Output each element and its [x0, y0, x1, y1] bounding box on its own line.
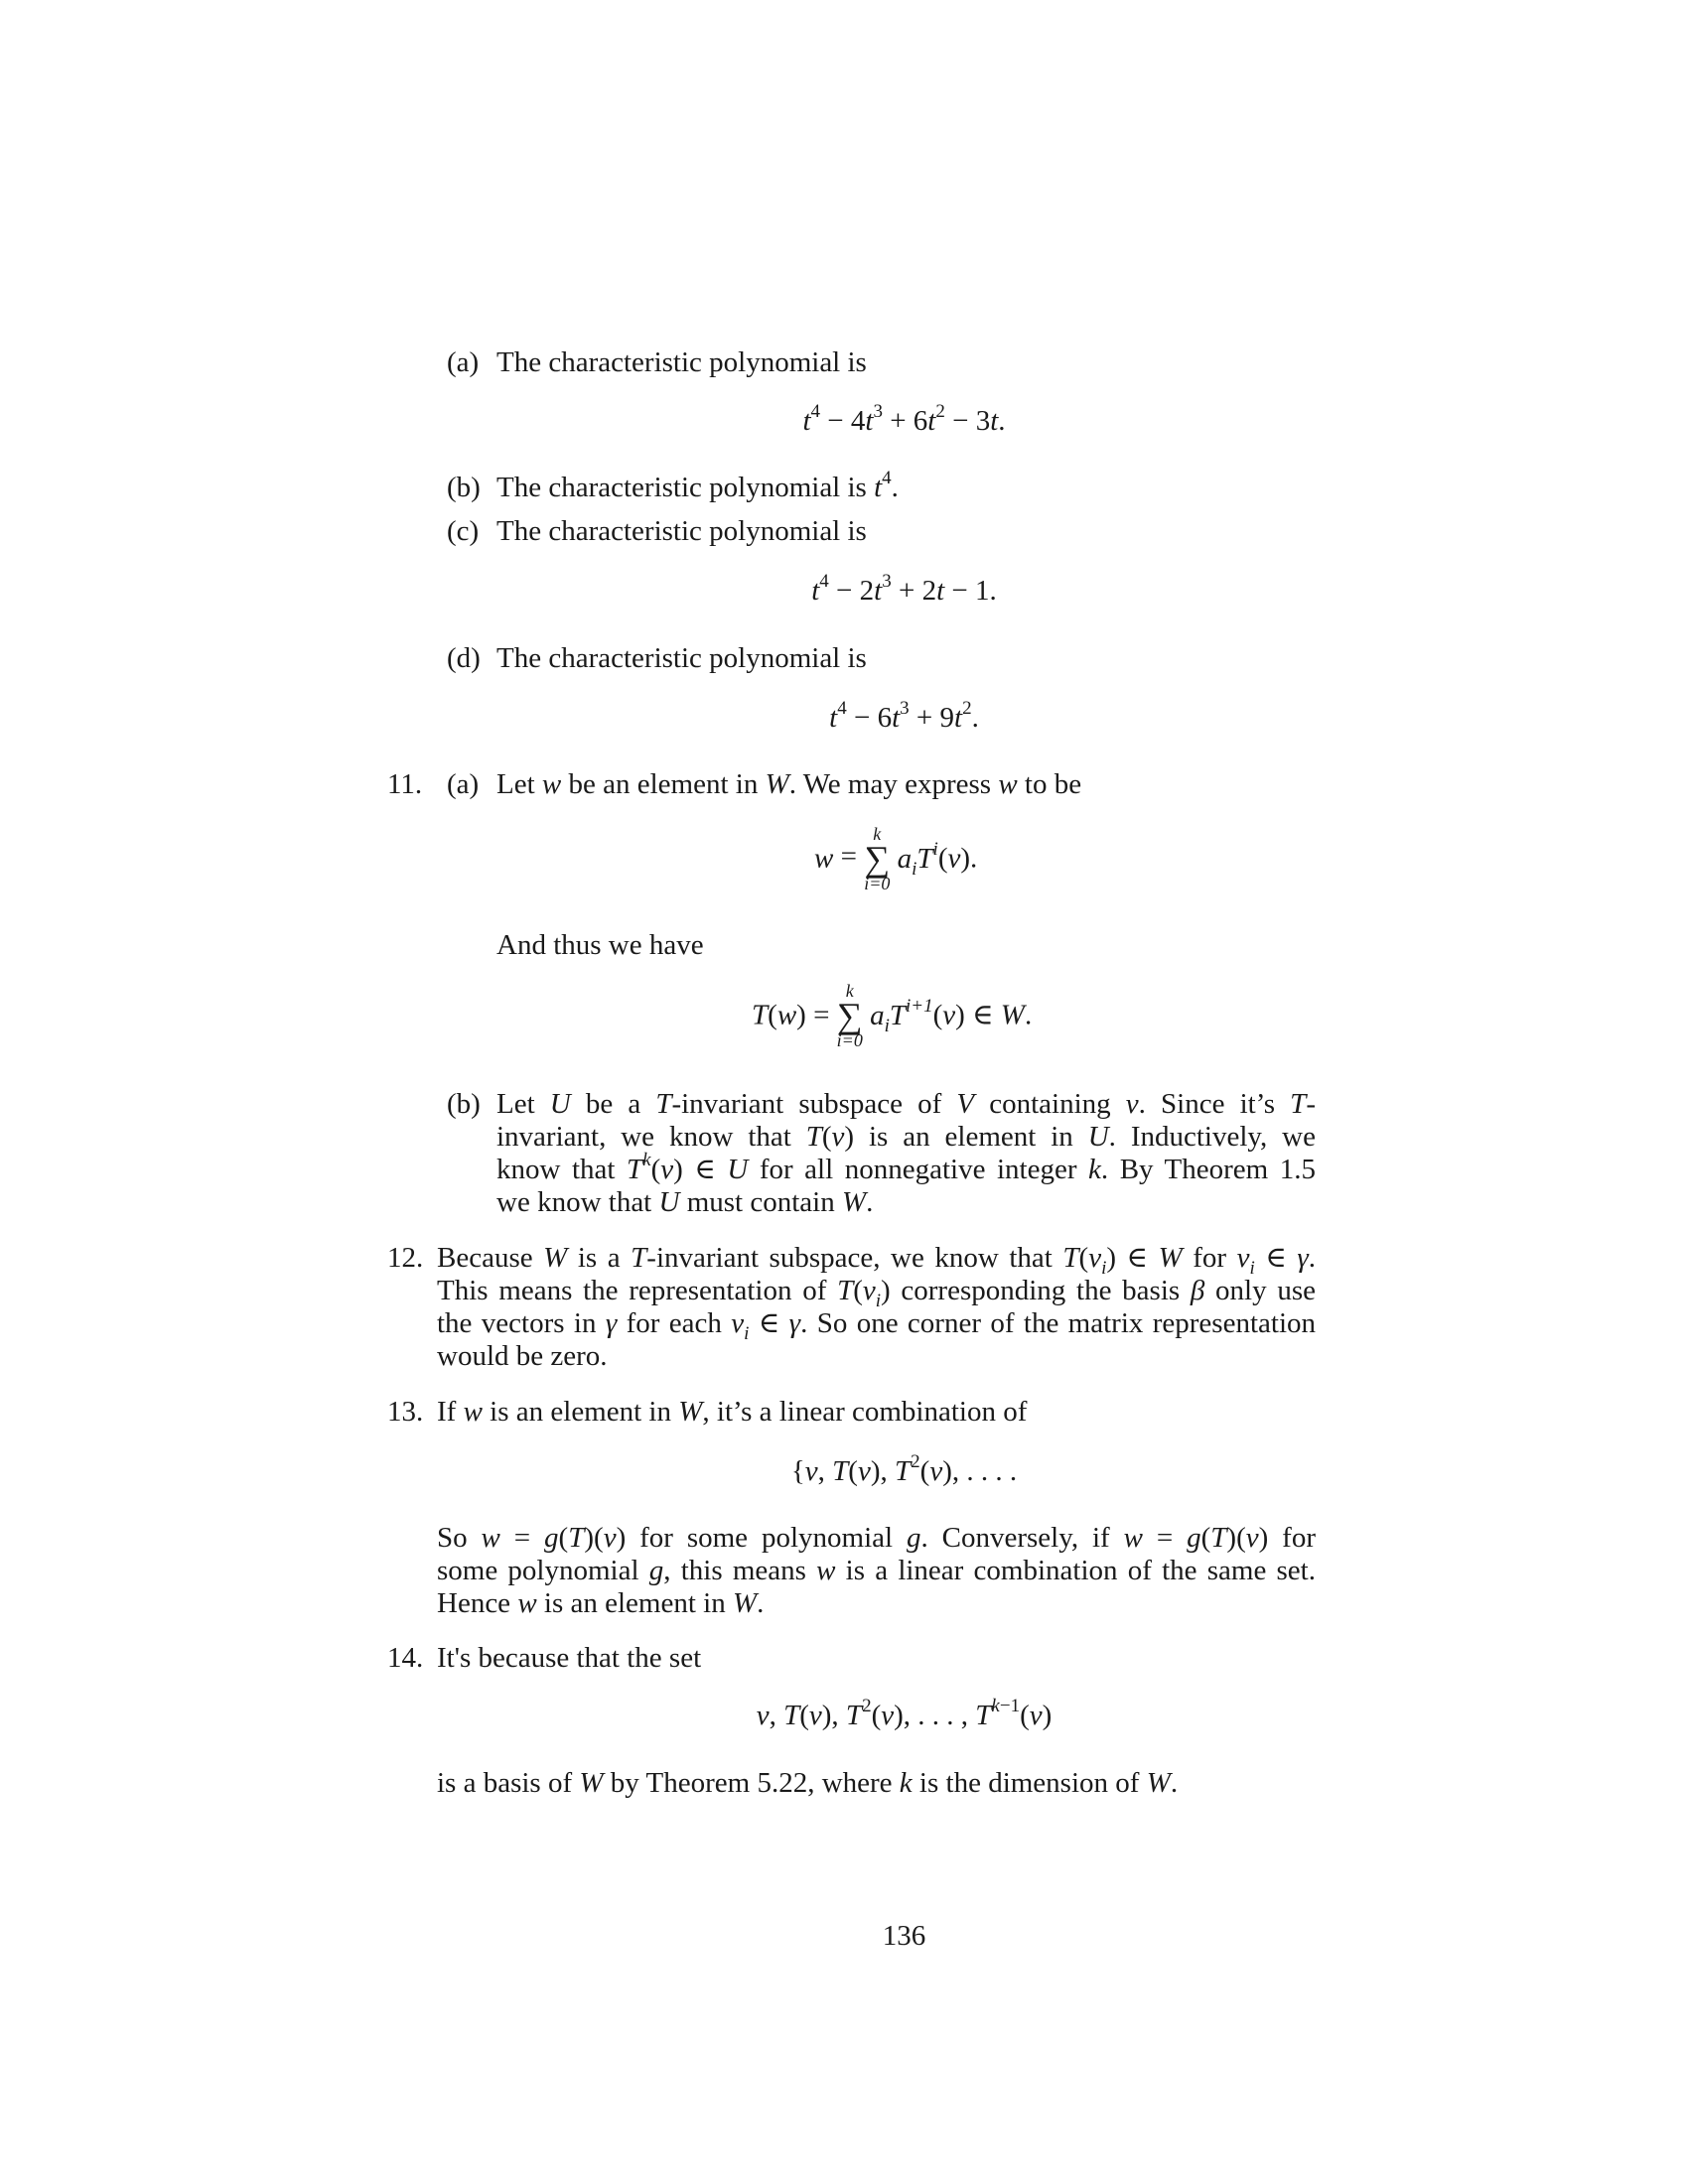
item-11-mid-text: And thus we have [496, 929, 704, 961]
part-a-text: The characteristic polynomial is [496, 346, 867, 378]
equation-11-1: w = k ∑ i=0 $a_iT^i(v)$. [814, 824, 978, 893]
equation-d: $t^4 - 6t^3 + 9t^2$. [829, 698, 979, 734]
part-d-label: (d) [447, 642, 481, 674]
equation-14: v, T(v), $T^2(v)$, . . . , $T^{k-1}(v)$ [756, 1696, 1053, 1731]
item-14-number: 14. [387, 1642, 424, 1674]
item-11a-label: (a) [447, 768, 480, 800]
item-14-text: It's because that the set [437, 1642, 702, 1674]
item-12-number: 12. [387, 1242, 424, 1274]
item-11b-paragraph: Let U be a T-invariant subspace of V containing v. Since it’s T- invariant, we know that T(v) is an element in U. Inductively, we know that $T^k(v)$ ∈ U for all nonnegative integer k. By Theorem 1.5 we know that U must contain W. [496, 1088, 1317, 1218]
part-d-text: The characteristic polynomial is [496, 642, 867, 674]
item-11b-label: (b) [447, 1088, 481, 1120]
part-b-text: The characteristic polynomial is $t^4$. [496, 468, 899, 503]
item-11a-text: Let w be an element in W. We may express w to be [496, 768, 1082, 800]
equation-13: {v, T(v), $T^2(v)$, . . . . [790, 1451, 1018, 1487]
part-b-label: (b) [447, 472, 481, 503]
item-11-number: 11. [387, 768, 423, 800]
item-13-number: 13. [387, 1396, 424, 1428]
equation-c: $t^4 - 2t^3 + 2t - 1$. [811, 571, 997, 607]
page-number: 136 [882, 1920, 926, 1952]
part-a-label: (a) [447, 346, 480, 378]
equation-a: $t^4 - 4t^3 + 6t^2 - 3t$. [802, 401, 1006, 437]
item-14-after: is a basis of W by Theorem 5.22, where k is the dimension of W. [437, 1767, 1179, 1799]
item-12-paragraph: Because W is a T-invariant subspace, we know that $T(v_i)$ ∈ W for $v_i$ ∈ γ. This means the representation of $T(v_i)$ corresponding the basis β only use the vectors in γ for each $v_i$ ∈ γ. So one corner of the matrix representation would be zero. [437, 1242, 1317, 1372]
part-c-label: (c) [447, 515, 480, 547]
item-13-paragraph: So w = g(T)(v) for some polynomial g. Conversely, if w = g(T)(v) for some polynomial g, this means w is a linear combination of the same set. Hence w is an element in W. [437, 1522, 1316, 1619]
part-c-text: The characteristic polynomial is [496, 515, 867, 547]
equation-11-2: T(w) = k ∑ i=0 $a_iT^{i+1}(v)$ ∈ W. [752, 981, 1033, 1050]
item-13-text: If w is an element in W, it’s a linear combination of [437, 1396, 1028, 1428]
